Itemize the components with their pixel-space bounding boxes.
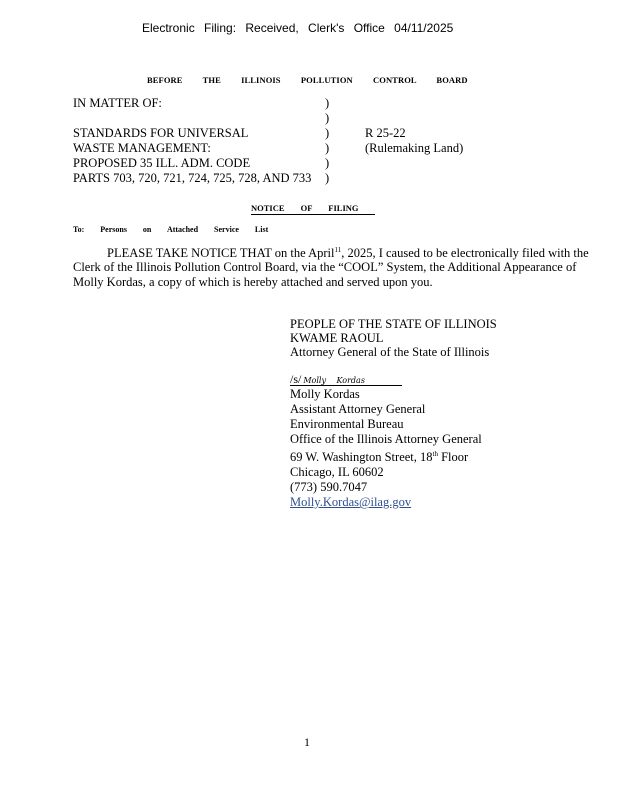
org-line: PEOPLE OF THE STATE OF ILLINOIS [290,317,497,331]
street-suffix: Floor [437,450,469,465]
caption-paren: ) [325,171,330,185]
caption-paren: ) [325,126,330,140]
caption-line [73,111,311,126]
board-heading: BEFORE THE ILLINOIS POLLUTION CONTROL BOARD [147,75,468,85]
org-line: Attorney General of the State of Illinois [290,345,490,359]
org-line: KWAME RAOUL [290,331,384,345]
signer-title: Assistant Attorney General [290,402,426,416]
signer-bureau: Environmental Bureau [290,417,404,431]
caption-paren: ) [325,96,330,110]
caption-right [365,126,463,156]
signer-office: Office of the Illinois Attorney General [290,432,482,446]
signer-name: Molly Kordas [290,387,360,401]
signature-line [290,372,402,386]
caption-line: PARTS 703, 720, 721, 724, 725, 728, AND 733 [73,171,312,185]
caption-paren: ) [325,141,330,155]
caption-line: IN MATTER OF: [73,96,162,110]
notice-body [73,243,593,289]
notice-body-sup: 11 [334,246,342,254]
filing-stamp: Electronic Filing: Received, Clerk's Office 04/11/2025 [142,21,454,35]
signer-address-city: Chicago, IL 60602 [290,465,384,480]
signature-org [290,317,497,359]
street-sup: th [432,450,438,458]
to-line: To: Persons on Attached Service List [73,225,269,234]
caption-paren: ) [325,111,330,125]
street-prefix: 69 W. Washington Street, 18 [290,450,433,465]
caption-line: STANDARDS FOR UNIVERSAL [73,126,249,140]
signer-phone: (773) 590.7047 [290,480,368,495]
signature-script: Molly Kordas [303,376,365,385]
caption-left [73,96,311,186]
case-type: (Rulemaking Land) [365,141,464,155]
signer-address-street [290,447,482,465]
caption-paren: ) [325,156,330,170]
contact-block [290,387,482,510]
signer-email-link[interactable]: Molly.Kordas@ilag.gov [290,495,412,510]
case-number: R 25-22 [365,126,406,140]
page-number: 1 [304,735,310,749]
caption-line: WASTE MANAGEMENT: [73,141,211,155]
caption-parens [325,96,329,186]
caption-line: PROPOSED 35 ILL. ADM. CODE [73,156,251,170]
notice-body-text: , 2025, I caused to be electronically filed with the Clerk of the Illinois Pollution Control Board, via the “COOL” System, the Additional Appearance of Molly Kordas, a copy of which is hereby attached and served upon you. [73,246,589,289]
notice-title: NOTICE OF FILING [251,203,375,215]
signature-prefix: /s/ [290,372,302,386]
notice-body-prefix: PLEASE TAKE NOTICE THAT on the April [107,246,335,261]
